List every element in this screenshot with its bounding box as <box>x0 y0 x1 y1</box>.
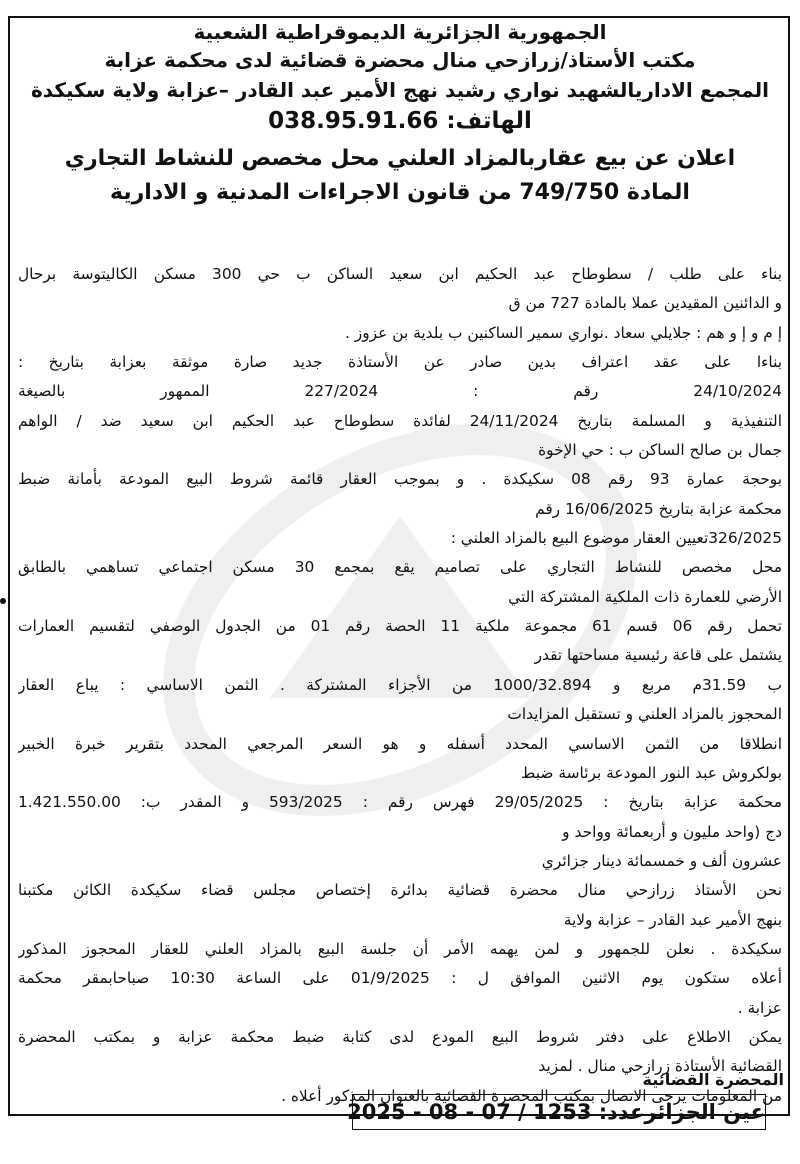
body-line: القضائية الأستاذة زرازحي منال . لمزيد <box>538 1057 782 1076</box>
margin-mark <box>0 598 6 604</box>
legal-article: المادة 749/750 من قانون الاجراءات المدنية و الادارية <box>110 180 690 205</box>
body-line: ب 31.59م مربع و 1000/32.894 من الأجزاء المشتركة . الثمن الاساسي : يباع العقار <box>18 675 782 694</box>
body-line: محكمة عزابة بتاريخ 16/06/2025 رقم <box>535 499 782 518</box>
body-line: 24/10/2024 رقم : 227/2024 الممهور بالصيغة <box>18 382 782 401</box>
body-line: و الدائنين المقيدين عملا بالمادة 727 من ق <box>508 294 782 313</box>
office-name: مكتب الأستاذ/زرازحي منال محضرة قضائية لدى محكمة عزابة <box>104 48 696 72</box>
body-line: 326/2025تعيين العقار موضوع البيع بالمزاد العلني : <box>450 529 782 548</box>
body-line: محكمة عزابة بتاريخ : 29/05/2025 فهرس رقم : 593/2025 و المقدر ب: 1.421.550.00 <box>18 793 782 812</box>
signature-label: المحضرة القضائية <box>642 1070 784 1089</box>
body-line: عشرون ألف و خمسمائة دينار جزائري <box>541 851 782 870</box>
body-line: دج (واحد مليون و أربعمائة وواحد و <box>562 822 782 841</box>
notice-header <box>10 22 790 216</box>
body-line: سكيكدة . نعلن للجمهور و لمن يهمه الأمر أن جلسة البيع بالمزاد العلني للعقار المحجوز المذكور <box>18 939 782 958</box>
body-line: بولكروش عبد النور المودعة برئاسة ضبط <box>521 763 782 782</box>
body-line: عزابة . <box>737 998 782 1017</box>
publication-reference: عين الجزائرعدد: 1253 / 07 - 08 - 2025 <box>352 1094 766 1130</box>
body-line: إ م و إ و هم : جلايلي سعاد .نواري سمير الساكنين ب بلدية بن عزوز . <box>345 323 782 342</box>
body-line: بناء على طلب / سطوطاح عبد الحكيم ابن سعيد الساكن ب حي 300 مسكن الكاليتوسة برحال <box>18 265 782 283</box>
body-line: يشتمل على قاعة رئيسية مساحتها تقدر <box>534 646 782 665</box>
body-line: أعلاه ستكون يوم الاثنين الموافق ل : 01/9/2025 على الساعة 10:30 صباحابمقر محكمة <box>18 969 782 988</box>
body-line: يمكن الاطلاع على دفتر شروط البيع المودع لدى كتابة ضبط محكمة عزابة و بمكتب المحضرة <box>18 1027 782 1046</box>
body-line: التنفيذية و المسلمة بتاريخ 24/11/2024 لفائدة سطوطاح عبد الحكيم ابن سعيد ضد / الواهم <box>18 411 782 430</box>
body-line: الأرضي للعمارة ذات الملكية المشتركة التي <box>508 587 782 606</box>
republic-title: الجمهورية الجزائرية الديموقراطية الشعبية <box>193 20 607 44</box>
body-line: جمال بن صالح الساكن ب : حي الإخوة <box>538 441 782 460</box>
body-line: تحمل رقم 06 قسم 61 مجموعة ملكية 11 الحصة رقم 01 من الجدول الوصفي لتقسيم العمارات <box>18 617 782 636</box>
body-line: محل مخصص للنشاط التجاري على تصاميم يقع بمجمع 30 مسكن اجتماعي تساهمي بالطابق <box>18 558 782 577</box>
body-line: المحجوز بالمزاد العلني و تستقبل المزايدات <box>507 705 782 724</box>
body-line: بنهج الأمير عبد القادر – عزابة ولاية <box>563 910 782 929</box>
notice-body <box>18 260 782 1111</box>
office-address: المجمع الاداريالشهيد نواري رشيد نهج الأمير عبد القادر –عزابة ولاية سكيكدة <box>30 78 770 102</box>
body-line: بناءا على عقد اعتراف بدين صادر عن الأستاذة جديد صارة موثقة بعزابة بتاريخ : <box>18 353 782 372</box>
body-line: من المعلومات يرجى الاتصال بمكتب المحضرة القضائية بالعنوان المذكور أعلاه . <box>281 1086 782 1105</box>
body-line: انطلاقا من الثمن الاساسي المحدد أسفله و هو السعر المرجعي المحدد بتقرير خبرة الخبير <box>18 734 782 753</box>
body-line: نحن الأستاذ زرازحي منال محضرة قضائية بدائرة إختصاص مجلس قضاء سكيكدة الكائن مكتبنا <box>18 881 782 900</box>
notice-title: اعلان عن بيع عقاربالمزاد العلني محل مخصص للنشاط التجاري <box>64 146 736 171</box>
body-line: بوحجة عمارة 93 رقم 08 سكيكدة . و بموجب العقار قائمة شروط البيع المودعة بأمانة ضبط <box>18 470 782 489</box>
office-phone: الهاتف: 038.95.91.66 <box>268 108 532 134</box>
